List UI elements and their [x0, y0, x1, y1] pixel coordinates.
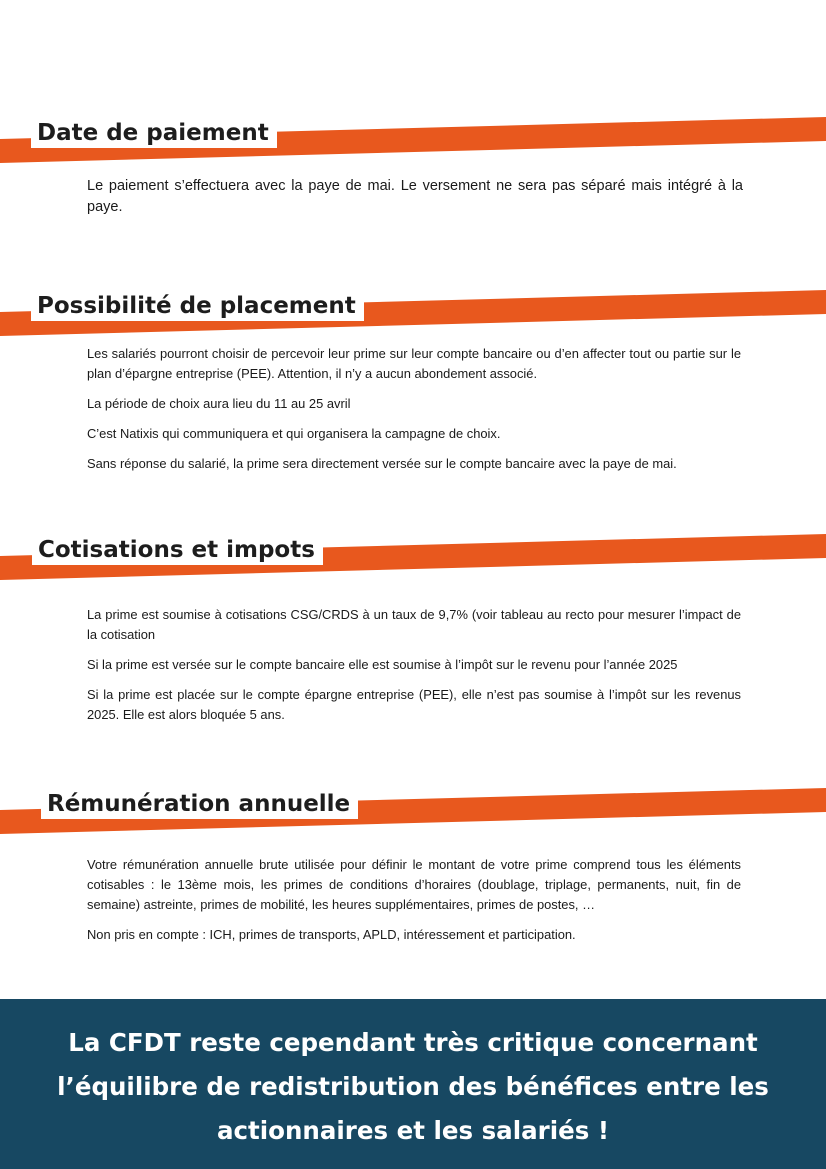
paragraph: Non pris en compte : ICH, primes de transports, APLD, intéressement et participation. — [87, 927, 576, 942]
section-body — [87, 855, 741, 955]
section-body — [87, 605, 741, 735]
paragraph: La période de choix aura lieu du 11 au 25 avril — [87, 396, 351, 411]
paragraph: Si la prime est placée sur le compte épargne entreprise (PEE), elle n’est pas soumise à l’impôt sur les revenus 2025. Elle est alors bloquée 5 ans. — [87, 687, 741, 722]
section-title: Date de paiement — [31, 118, 277, 148]
paragraph: Si la prime est versée sur le compte bancaire elle est soumise à l’impôt sur le revenu pour l’année 2025 — [87, 657, 678, 672]
paragraph: Les salariés pourront choisir de percevoir leur prime sur leur compte bancaire ou d’en affecter tout ou partie sur le plan d’épargne entreprise (PEE). Attention, il n’y a aucun abondement associé. — [87, 346, 741, 381]
section-body — [87, 344, 741, 484]
footer-banner — [0, 999, 826, 1169]
section-title: Cotisations et impots — [32, 535, 323, 565]
section-title: Rémunération annuelle — [41, 789, 358, 819]
section-title: Possibilité de placement — [31, 291, 364, 321]
paragraph: Sans réponse du salarié, la prime sera directement versée sur le compte bancaire avec la paye de mai. — [87, 456, 677, 471]
paragraph: C’est Natixis qui communiquera et qui organisera la campagne de choix. — [87, 426, 501, 441]
footer-message: La CFDT reste cependant très critique concernant l’équilibre de redistribution des bénéfices entre les actionnaires et les salariés ! — [57, 1028, 769, 1145]
paragraph: Le paiement s’effectuera avec la paye de mai. Le versement ne sera pas séparé mais intégré à la paye. — [87, 178, 743, 215]
paragraph: Votre rémunération annuelle brute utilisée pour définir le montant de votre prime comprend tous les éléments cotisables : le 13ème mois, les primes de conditions d’horaires (doublage, triplage, permanents, nuit, fin de semaine) astreinte, primes de mobilité, les heures supplémentaires, primes de postes, … — [87, 857, 741, 912]
paragraph: La prime est soumise à cotisations CSG/CRDS à un taux de 9,7% (voir tableau au recto pour mesurer l’impact de la cotisation — [87, 607, 741, 642]
section-body — [87, 176, 743, 228]
